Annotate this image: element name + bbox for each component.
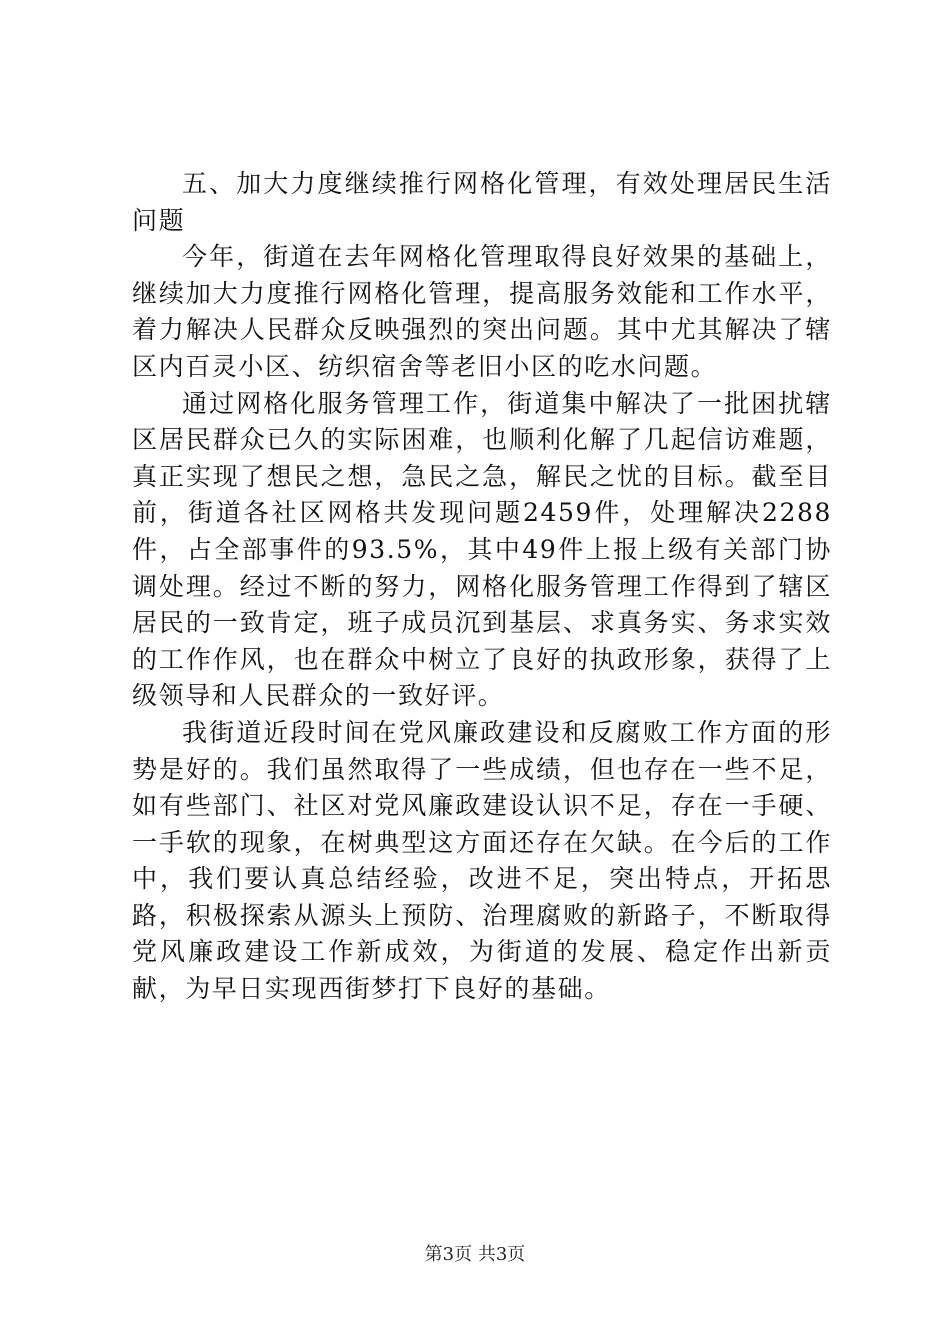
document-body (132, 166, 832, 1008)
section-heading: 五、加大力度继续推行网格化管理，有效处理居民生活问题 (132, 169, 832, 235)
paragraph-1: 今年，街道在去年网格化管理取得良好效果的基础上，继续加大力度推行网格化管理，提高服务效能和工作水平，着力解决人民群众反映强烈的突出问题。其中尤其解决了辖区内百灵小区、纺织宿舍等老旧小区的吃水问题。 (132, 242, 832, 381)
paragraph-2: 通过网格化服务管理工作，街道集中解决了一批困扰辖区居民群众已久的实际困难，也顺利化解了几起信访难题，真正实现了想民之想，急民之急，解民之忧的目标。截至目前，街道各社区网格共发现问题2459件，处理解决2288件，占全部事件的93.5%，其中49件上报上级有关部门协调处理。经过不断的努力，网格化服务管理工作得到了辖区居民的一致肯定，班子成员沉到基层、求真务实、务求实效的工作作风，也在群众中树立了良好的执政形象，获得了上级领导和人民群众的一致好评。 (132, 388, 832, 711)
paragraph-3: 我街道近段时间在党风廉政建设和反腐败工作方面的形势是好的。我们虽然取得了一些成绩，但也存在一些不足，如有些部门、社区对党风廉政建设认识不足，存在一手硬、一手软的现象，在树典型这方面还存在欠缺。在今后的工作中，我们要认真总结经验，改进不足，突出特点，开拓思路，积极探索从源头上预防、治理腐败的新路子，不断取得党风廉政建设工作新成效，为街道的发展、稳定作出新贡献，为早日实现西街梦打下良好的基础。 (132, 717, 832, 1004)
page-footer: 第3页 共3页 (424, 1244, 526, 1265)
